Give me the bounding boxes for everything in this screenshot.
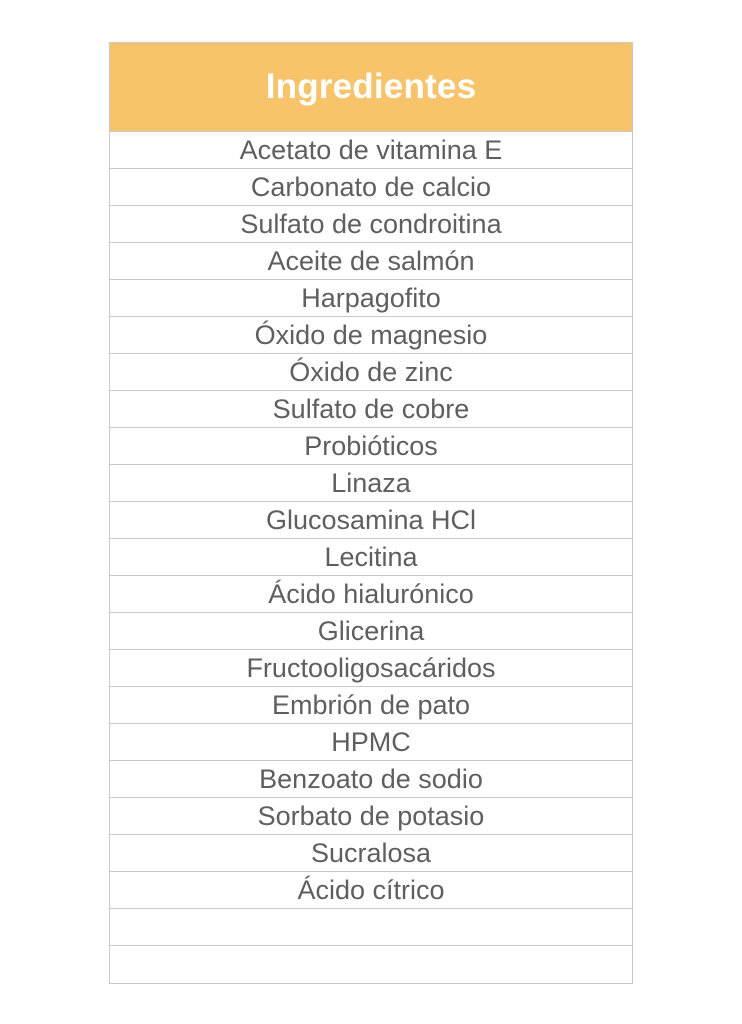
table-row: Ácido hialurónico: [110, 576, 632, 613]
table-row: Sulfato de condroitina: [110, 206, 632, 243]
table-header-title: Ingredientes: [265, 67, 477, 106]
table-row: Embrión de pato: [110, 687, 632, 724]
table-row: Carbonato de calcio: [110, 169, 632, 206]
table-row: Benzoato de sodio: [110, 761, 632, 798]
table-row: Sorbato de potasio: [110, 798, 632, 835]
table-row: Ácido cítrico: [110, 872, 632, 909]
table-row: Óxido de magnesio: [110, 317, 632, 354]
table-row: Probióticos: [110, 428, 632, 465]
table-row: Fructooligosacáridos: [110, 650, 632, 687]
table-row-empty: [110, 946, 632, 983]
table-header: [110, 43, 632, 132]
table-row: Óxido de zinc: [110, 354, 632, 391]
table-row: Lecitina: [110, 539, 632, 576]
table-row-empty: [110, 909, 632, 946]
table-row: Glucosamina HCl: [110, 502, 632, 539]
table-row: Sucralosa: [110, 835, 632, 872]
ingredients-table: [109, 42, 633, 984]
table-row: HPMC: [110, 724, 632, 761]
table-row: Aceite de salmón: [110, 243, 632, 280]
table-row: Acetato de vitamina E: [110, 132, 632, 169]
table-row: Glicerina: [110, 613, 632, 650]
table-row: Sulfato de cobre: [110, 391, 632, 428]
table-row: Linaza: [110, 465, 632, 502]
table-row: Harpagofito: [110, 280, 632, 317]
